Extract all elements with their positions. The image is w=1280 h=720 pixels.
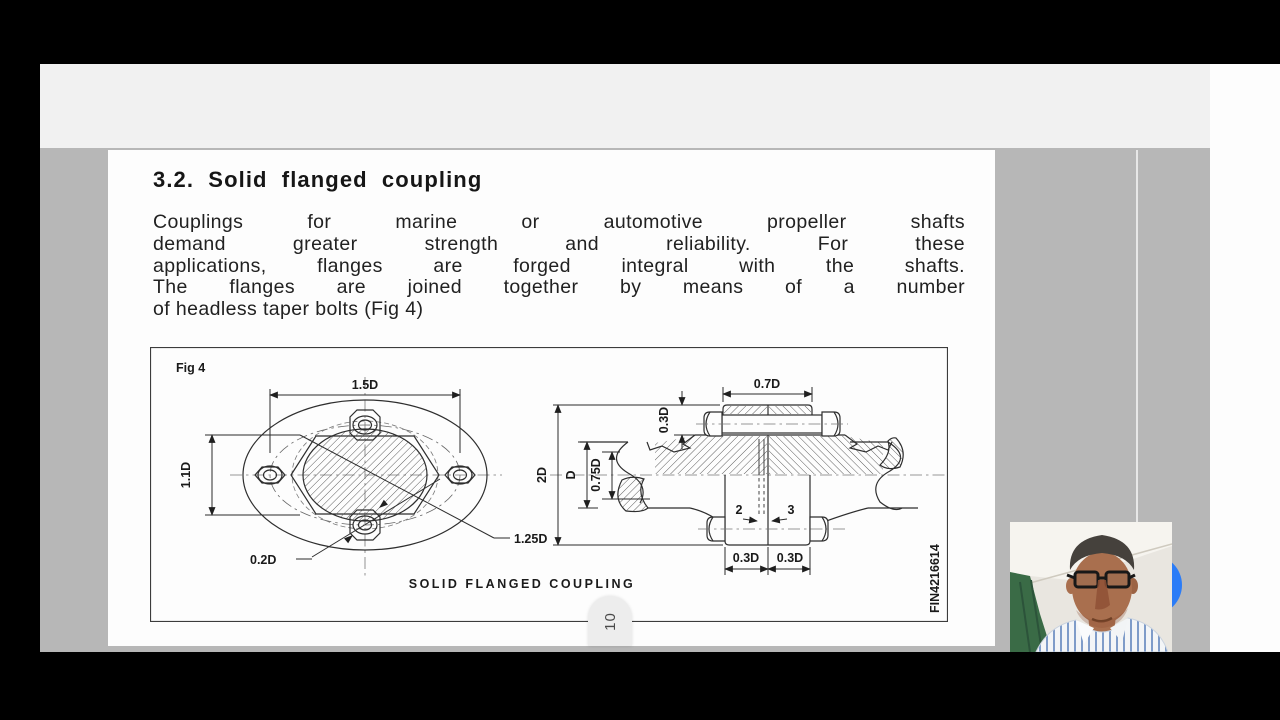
toolbar [40, 64, 1210, 148]
webcam-self-view[interactable] [1010, 522, 1172, 652]
face-label-2: 2 [735, 503, 743, 517]
paragraph-line: The flanges are joined together by means of a number [153, 276, 965, 299]
body-paragraph [153, 212, 965, 321]
paragraph-line: applications, flanges are forged integral with the shafts. [153, 254, 965, 277]
paragraph-line: demand greater strength and reliability. For these [153, 232, 965, 255]
dim-bolt-circle: 1.5D [351, 378, 379, 392]
page-number: 10 [601, 611, 619, 631]
paragraph-line: Couplings for marine or automotive propeller shafts [153, 211, 965, 233]
dim-flange-dia: 2D [535, 467, 549, 483]
dim-recess-dia: 0.75D [589, 458, 603, 492]
figure-caption: SOLID FLANGED COUPLING [408, 577, 636, 591]
page-number-indicator[interactable] [588, 596, 632, 646]
paragraph-line: of headless taper bolts (Fig 4) [153, 298, 424, 321]
pdf-page [108, 150, 995, 646]
section-heading: 3.2. Solid flanged coupling [153, 167, 483, 192]
dim-bolt: 0.2D [250, 553, 277, 567]
dim-hub-step: 0.3D [657, 406, 671, 434]
android-nav-bar [1210, 64, 1280, 652]
figure-label: Fig 4 [176, 361, 206, 375]
figure-4-drawing [150, 347, 948, 622]
dim-flange-thk-left: 0.3D [732, 551, 760, 565]
dim-flange-thk-right: 0.3D [776, 551, 804, 565]
letterbox-left [0, 64, 40, 652]
dim-boss: 1.25D [514, 532, 548, 546]
dim-hub-width: 0.7D [753, 377, 781, 391]
figure-code: FIN4216614 [928, 544, 942, 613]
dim-inner: 1.1D [179, 461, 193, 489]
letterbox-bottom [0, 652, 1280, 720]
dim-shaft-dia: D [564, 470, 578, 480]
face-label-3: 3 [787, 503, 795, 517]
letterbox-top [0, 0, 1280, 64]
